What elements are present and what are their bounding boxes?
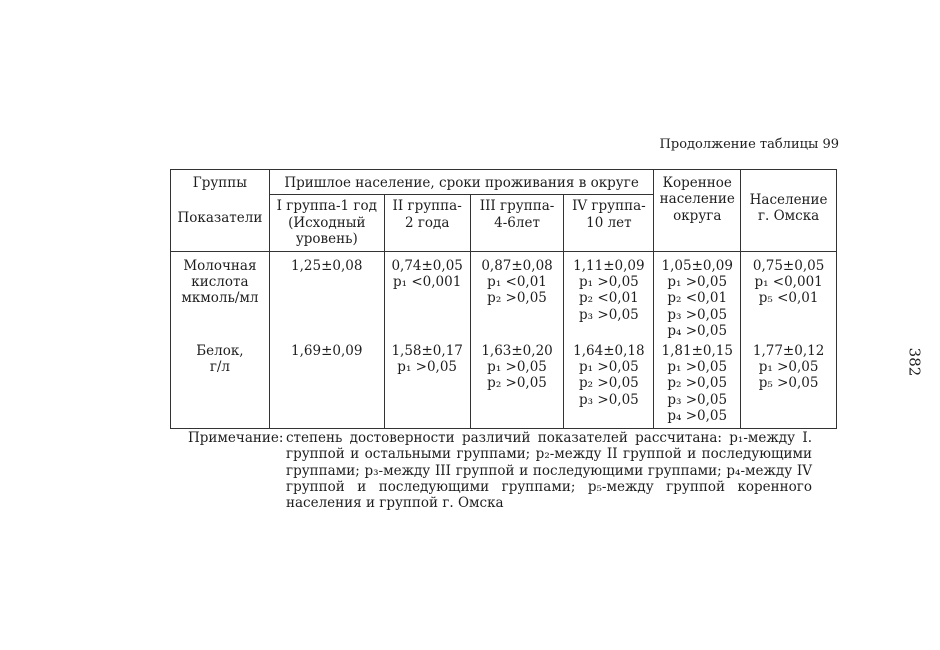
header-col-native: Коренное население округа: [654, 170, 741, 252]
row-label-lactic-acid: Молочная кислота мкмоль/мл: [171, 251, 270, 340]
table-row: [171, 340, 837, 429]
cell-group3: 1,63±0,20 p₁ >0,05 p₂ >0,05: [470, 340, 564, 429]
header-col-group2: II группа- 2 года: [384, 195, 470, 251]
data-table: [170, 169, 837, 429]
cell-omsk: 0,75±0,05 p₁ <0,001 p₅ <0,01: [741, 251, 837, 340]
cell-group4: 1,64±0,18 p₁ >0,05 p₂ >0,05 p₃ >0,05: [564, 340, 654, 429]
cell-group1: 1,69±0,09: [269, 340, 384, 429]
header-corner-groups: Группы: [171, 170, 270, 195]
cell-omsk: 1,77±0,12 p₁ >0,05 p₅ >0,05: [741, 340, 837, 429]
header-col-omsk: Население г. Омска: [741, 170, 837, 252]
cell-group3: 0,87±0,08 p₁ <0,01 p₂ >0,05: [470, 251, 564, 340]
row-label-protein: Белок, г/л: [171, 340, 270, 429]
note-label: Примечание:: [188, 430, 284, 446]
header-migrant-population: Пришлое население, сроки проживания в округе: [269, 170, 654, 195]
cell-group4: 1,11±0,09 p₁ >0,05 p₂ <0,01 p₃ >0,05: [564, 251, 654, 340]
table-note: [188, 430, 814, 511]
cell-native: 1,81±0,15 p₁ >0,05 p₂ >0,05 p₃ >0,05 p₄ >0,05: [654, 340, 741, 429]
header-col-group4: IV группа- 10 лет: [564, 195, 654, 251]
cell-group1: 1,25±0,08: [269, 251, 384, 340]
header-col-group1: I группа-1 год (Исходный уровень): [269, 195, 384, 251]
table-caption: Продолжение таблицы 99: [659, 137, 839, 152]
cell-native: 1,05±0,09 p₁ >0,05 p₂ <0,01 p₃ >0,05 p₄ >0,05: [654, 251, 741, 340]
table-row: [171, 251, 837, 340]
cell-group2: 0,74±0,05 p₁ <0,001: [384, 251, 470, 340]
note-text: степень достоверности различий показателей рассчитана: p₁-между I. группой и остальными группами; p₂-между II группой и последующими группами; p₃-между III группой и последующими группами; p₄-между IV группой и последующими группами; p₅-между группой коренного населения и группой г. Омска: [286, 430, 812, 512]
header-corner-indicators: Показатели: [171, 195, 270, 251]
cell-group2: 1,58±0,17 p₁ >0,05: [384, 340, 470, 429]
page-number: 382: [905, 347, 924, 377]
header-col-group3: III группа- 4-6лет: [470, 195, 564, 251]
